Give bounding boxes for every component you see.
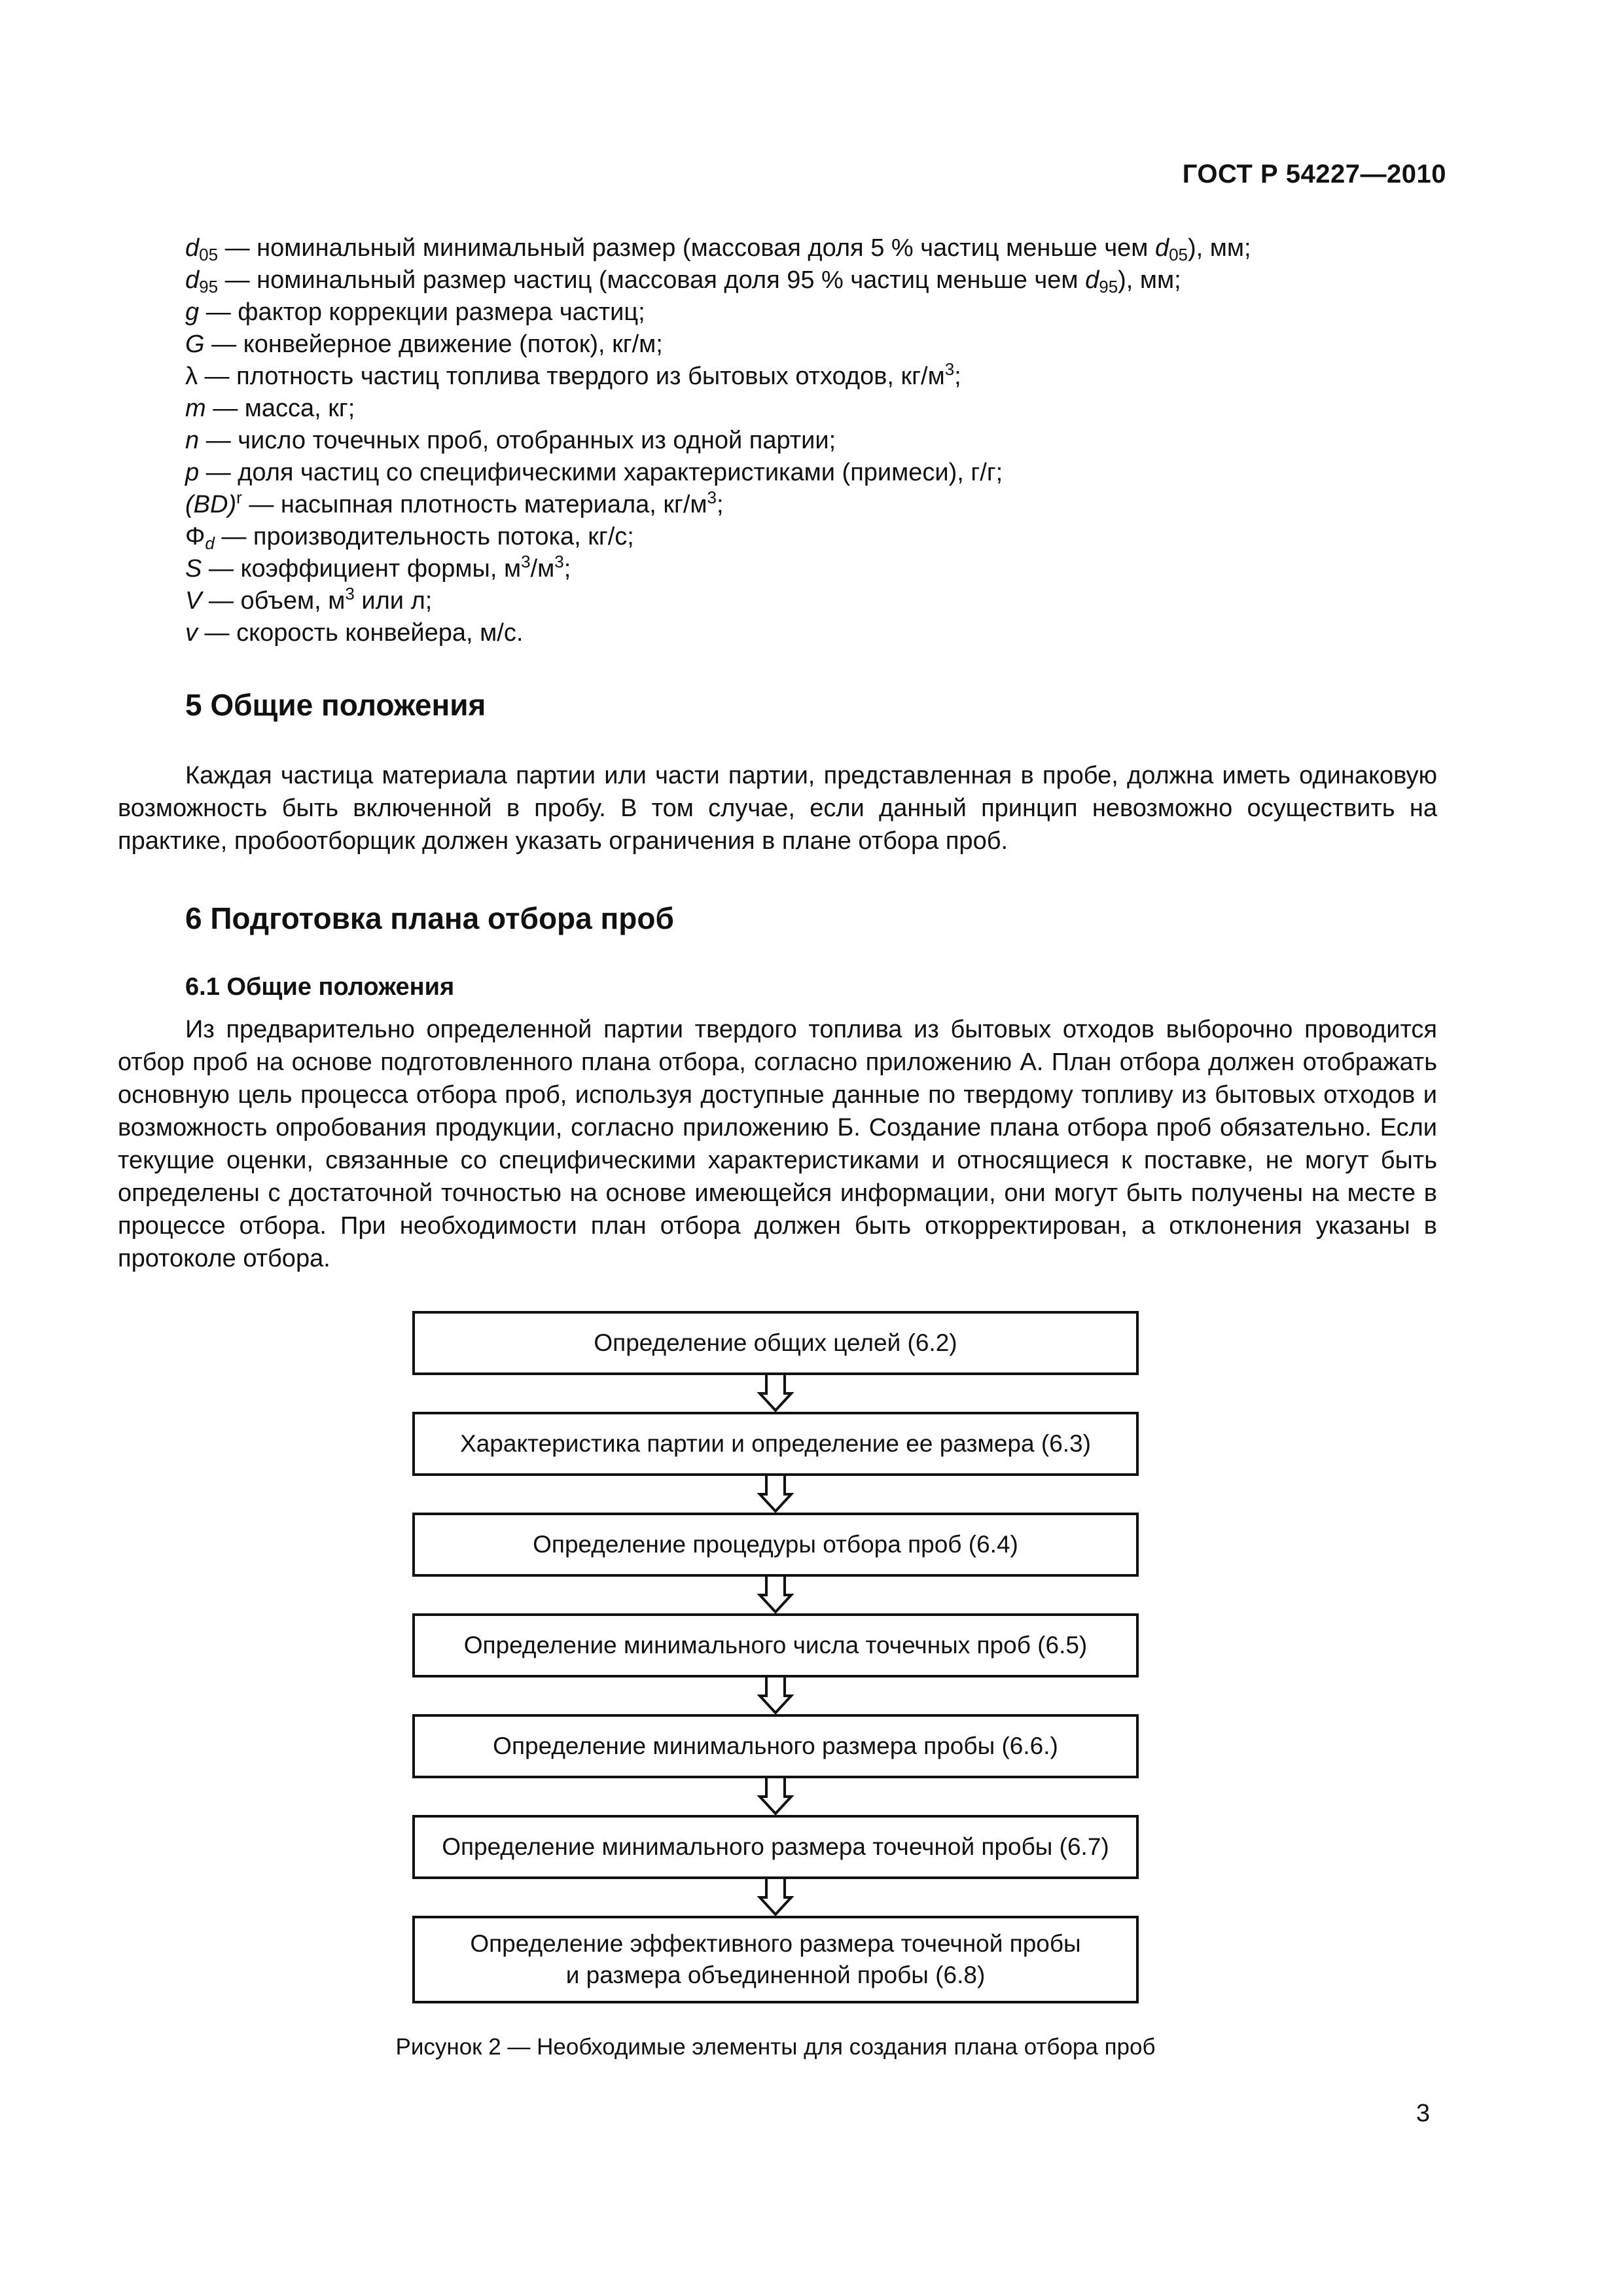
section-5-paragraph: Каждая частица материала партии или части партии, представленная в пробе, должна иметь одинаковую возможность быть включенной в пробу. В том случае, если данный принцип невозможно осуществить на практике, пробоотборщик должен указать ограничения в плане отбора проб. bbox=[118, 762, 1437, 855]
symbol-definition: — скорость конвейера, м/с. bbox=[198, 619, 524, 647]
unit-superscript: 3 bbox=[707, 488, 717, 507]
flowchart-step bbox=[412, 1916, 1139, 2003]
symbol-definition: — доля частиц со специфическими характеристиками (примеси), г/г; bbox=[199, 459, 1003, 486]
symbol-tail: или л; bbox=[354, 587, 433, 615]
symbol-line bbox=[185, 232, 1442, 264]
symbol-ref-subscript: 05 bbox=[1169, 245, 1188, 264]
unit-superscript: 3 bbox=[521, 552, 531, 571]
symbol-ref-subscript: 95 bbox=[1099, 277, 1118, 296]
symbol: G bbox=[185, 331, 205, 358]
flowchart-step bbox=[412, 1815, 1139, 1879]
down-arrow-icon bbox=[756, 1476, 795, 1513]
symbol-line bbox=[185, 553, 1442, 585]
symbol: p bbox=[185, 459, 200, 486]
symbol-line bbox=[185, 521, 1442, 553]
down-arrow-icon bbox=[756, 1375, 795, 1412]
symbol: g bbox=[185, 298, 200, 326]
symbol-line bbox=[185, 296, 1442, 329]
page-number: 3 bbox=[1416, 2100, 1430, 2127]
symbol: (BD) bbox=[185, 491, 237, 518]
section-5-title: 5 Общие положения bbox=[185, 688, 486, 722]
symbol-tail: ; bbox=[954, 363, 961, 390]
symbol-ref: d bbox=[1154, 234, 1169, 262]
section-6-title: 6 Подготовка плана отбора проб bbox=[185, 901, 674, 935]
symbol-line bbox=[185, 585, 1442, 617]
symbol-definition: — объем, м bbox=[202, 587, 346, 615]
symbol-superscript: r bbox=[236, 488, 242, 507]
symbol-subscript: 95 bbox=[199, 277, 219, 296]
symbol: d bbox=[185, 234, 200, 262]
symbol-tail: ), мм; bbox=[1118, 266, 1181, 294]
symbol-definition: — коэффициент формы, м bbox=[202, 555, 522, 583]
flowchart-step-label: Определение минимального числа точечных проб (6.5) bbox=[463, 1632, 1088, 1659]
symbol-definition: — число точечных проб, отобранных из одной партии; bbox=[199, 427, 836, 454]
flowchart-step-label: Определение минимального размера пробы (6.6.) bbox=[493, 1732, 1058, 1759]
figure-caption: Рисунок 2 — Необходимые элементы для создания плана отбора проб bbox=[395, 2034, 1156, 2060]
unit-superscript: 3 bbox=[345, 584, 355, 603]
flowchart-step-label: Определение минимального размера точечной пробы (6.7) bbox=[442, 1833, 1109, 1860]
symbol: m bbox=[185, 395, 206, 422]
flowchart-step-label: Характеристика партии и определение ее размера (6.3) bbox=[460, 1430, 1091, 1457]
symbol-tail: ; bbox=[717, 491, 724, 518]
subsection-6-1-title: 6.1 Общие положения bbox=[185, 973, 455, 1001]
symbol-line bbox=[185, 393, 1442, 425]
unit-superscript: 3 bbox=[554, 552, 564, 571]
down-arrow-icon bbox=[756, 1879, 795, 1916]
section-6-1-paragraph: Из предварительно определенной партии твердого топлива из бытовых отходов выборочно проводится отбор проб на основе подготовленного плана отбора, согласно приложению А. План отбора должен отображать основную цель процесса отбора проб, используя доступные данные по твердому топливу из бытовых отходов и возможность опробования продукции, согласно приложению Б. Создание плана отбора проб обязательно. Если текущие оценки, связанные со специфическими характеристиками и относящиеся к поставке, не могут быть определены с достаточной точностью на основе имеющейся информации, они могут быть получены на месте в процессе отбора. При необходимости план отбора должен быть откорректирован, а отклонения указаны в протоколе отбора. bbox=[118, 1016, 1437, 1272]
symbol-line bbox=[185, 264, 1442, 296]
symbol-line bbox=[185, 457, 1442, 489]
symbol-line bbox=[185, 361, 1442, 393]
symbol-definition: — номинальный минимальный размер (массовая доля 5 % частиц меньше чем bbox=[218, 234, 1155, 262]
down-arrow-icon bbox=[756, 1778, 795, 1815]
symbols-list bbox=[185, 232, 1442, 649]
symbol-line bbox=[185, 329, 1442, 361]
symbol-subscript: d bbox=[205, 533, 215, 553]
symbol-line bbox=[185, 425, 1442, 457]
symbol: n bbox=[185, 427, 200, 454]
down-arrow-icon bbox=[756, 1677, 795, 1714]
flowchart-step bbox=[412, 1412, 1139, 1476]
flowchart-step-label: Определение процедуры отбора проб (6.4) bbox=[533, 1531, 1018, 1558]
page-header-standard-id: ГОСТ Р 54227—2010 bbox=[1182, 160, 1446, 188]
symbol-tail: ), мм; bbox=[1188, 234, 1251, 262]
symbol: λ bbox=[185, 363, 198, 390]
symbol-definition: — плотность частиц топлива твердого из бытовых отходов, кг/м bbox=[198, 363, 945, 390]
flowchart-step bbox=[412, 1311, 1139, 1375]
symbol-tail: /м bbox=[530, 555, 555, 583]
symbol-tail: ; bbox=[563, 555, 571, 583]
symbol-superscript: 3 bbox=[944, 359, 955, 379]
symbol: d bbox=[185, 266, 200, 294]
symbol: V bbox=[185, 587, 202, 615]
symbol-subscript: 05 bbox=[199, 245, 219, 264]
flowchart-step bbox=[412, 1714, 1139, 1778]
flowchart-step bbox=[412, 1513, 1139, 1577]
symbol: Φ bbox=[185, 523, 205, 550]
symbol-ref: d bbox=[1085, 266, 1099, 294]
symbol-definition: — насыпная плотность материала, кг/м bbox=[241, 491, 707, 518]
symbol-line bbox=[185, 617, 1442, 649]
down-arrow-icon bbox=[756, 1577, 795, 1613]
flowchart-step bbox=[412, 1613, 1139, 1677]
symbol-definition: — производительность потока, кг/с; bbox=[214, 523, 634, 550]
symbol-definition: — конвейерное движение (поток), кг/м; bbox=[204, 331, 663, 358]
symbol-line bbox=[185, 489, 1442, 521]
symbol-definition: — фактор коррекции размера частиц; bbox=[199, 298, 645, 326]
flowchart-step-label: Определение общих целей (6.2) bbox=[594, 1329, 957, 1356]
symbol-definition: — масса, кг; bbox=[205, 395, 355, 422]
symbol: v bbox=[185, 619, 198, 647]
flowchart-step-label-line2: и размера объединенной пробы (6.8) bbox=[565, 1962, 986, 1988]
symbol: S bbox=[185, 555, 202, 583]
symbol-definition: — номинальный размер частиц (массовая доля 95 % частиц меньше чем bbox=[218, 266, 1086, 294]
flowchart-step-label: Определение эффективного размера точечной пробы bbox=[470, 1930, 1081, 1957]
